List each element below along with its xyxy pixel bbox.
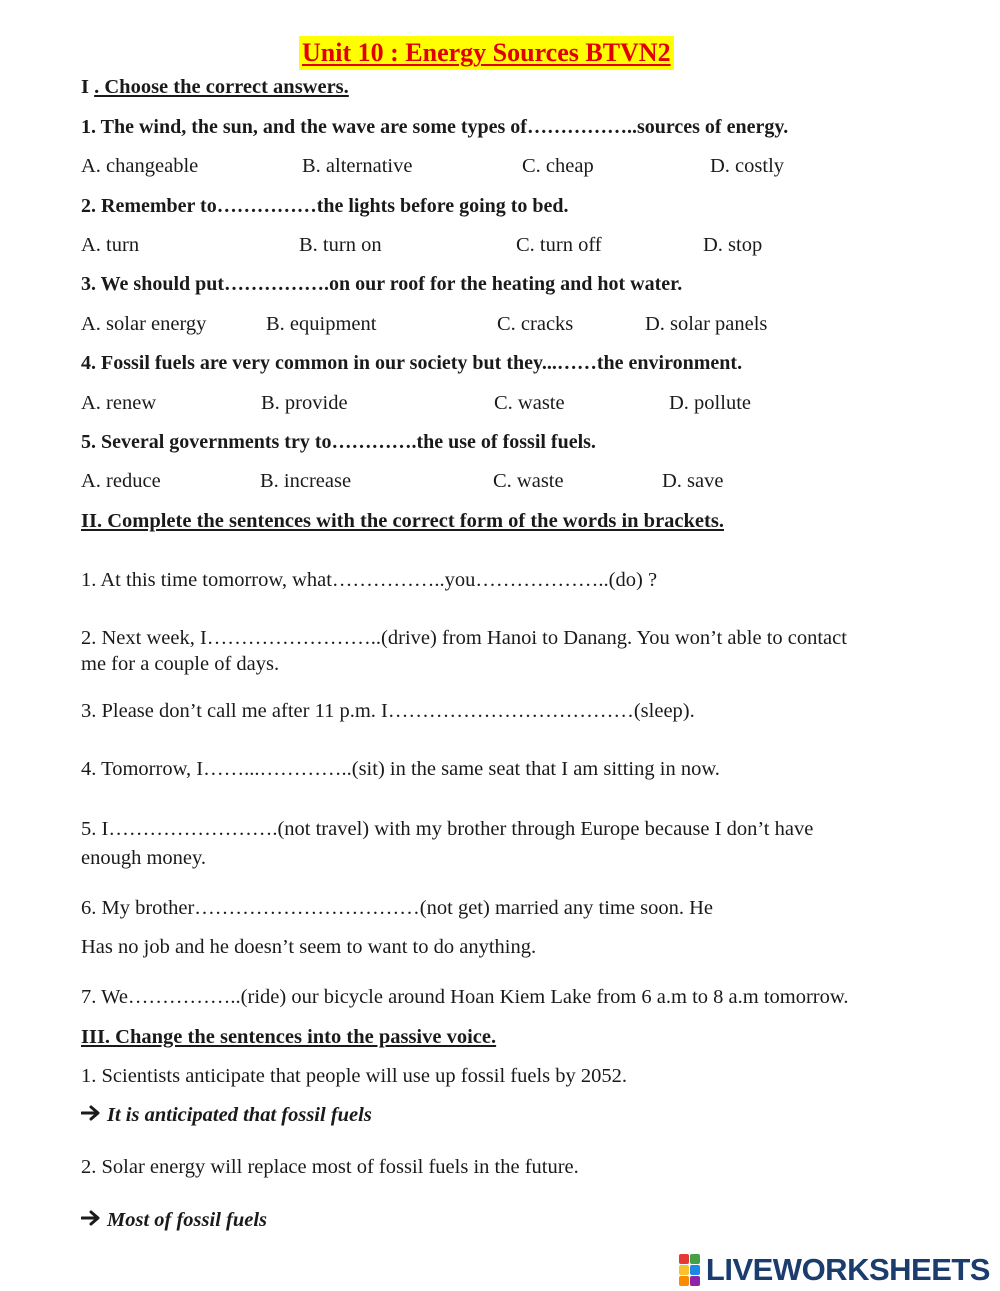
section-3-heading	[81, 1026, 496, 1049]
section-2-title: II. Complete the sentences with the correct form of the words in brackets.	[81, 510, 724, 532]
exercise-2-item-4[interactable]: 4. Tomorrow, I……...…………..(sit) in the same seat that I am sitting in now.	[81, 758, 720, 780]
q1-option-d[interactable]: D. costly	[710, 155, 785, 177]
logo-block	[679, 1254, 689, 1264]
q5-option-d[interactable]: D. save	[662, 470, 724, 492]
q4-option-b[interactable]: B. provide	[261, 392, 348, 414]
logo-block	[690, 1254, 700, 1264]
brand-name: LIVEWORKSHEETS	[705, 1252, 990, 1287]
question-3: 3. We should put…………….on our roof for the heating and hot water.	[81, 273, 683, 295]
right-arrow-icon	[81, 1104, 107, 1127]
section-3-title: III. Change the sentences into the passive voice.	[81, 1026, 497, 1048]
exercise-2-item-7[interactable]: 7. We……………..(ride) our bicycle around Hoan Kiem Lake from 6 a.m to 8 a.m tomorrow.	[81, 986, 849, 1008]
exercise-2-item-5-cont: enough money.	[81, 847, 207, 869]
exercise-3-item-1: 1. Scientists anticipate that people will use up fossil fuels by 2052.	[81, 1065, 628, 1087]
q5-option-c[interactable]: C. waste	[493, 470, 564, 492]
q1-option-b[interactable]: B. alternative	[302, 155, 413, 177]
question-4: 4. Fossil fuels are very common in our society but they...……the environment.	[81, 352, 743, 374]
q1-option-a[interactable]: A. changeable	[81, 155, 199, 177]
exercise-3-answer-1[interactable]	[81, 1104, 372, 1127]
logo-block	[679, 1265, 689, 1275]
section-1-number: I	[81, 76, 89, 98]
q5-option-a[interactable]: A. reduce	[81, 470, 161, 492]
logo-block	[690, 1265, 700, 1275]
q3-option-c[interactable]: C. cracks	[497, 313, 574, 335]
liveworksheets-brand	[679, 1252, 990, 1288]
exercise-2-item-2[interactable]: 2. Next week, I……………………..(drive) from Hanoi to Danang. You won’t able to contact	[81, 627, 847, 649]
section-1-title: . Choose the correct answers.	[94, 76, 349, 98]
q4-option-c[interactable]: C. waste	[494, 392, 565, 414]
exercise-2-item-2-cont: me for a couple of days.	[81, 653, 280, 675]
q3-option-b[interactable]: B. equipment	[266, 313, 377, 335]
answer-1-prompt: It is anticipated that fossil fuels	[107, 1104, 372, 1126]
answer-2-prompt: Most of fossil fuels	[107, 1209, 268, 1231]
liveworksheets-logo-icon	[679, 1254, 700, 1286]
q4-option-d[interactable]: D. pollute	[669, 392, 751, 414]
question-1: 1. The wind, the sun, and the wave are some types of……………..sources of energy.	[81, 116, 789, 138]
question-5: 5. Several governments try to………….the use of fossil fuels.	[81, 431, 596, 453]
exercise-2-item-6[interactable]: 6. My brother……………………………(not get) married any time soon. He	[81, 897, 713, 919]
exercise-2-item-1[interactable]: 1. At this time tomorrow, what……………..you………………..(do) ?	[81, 569, 658, 591]
q3-option-d[interactable]: D. solar panels	[645, 313, 768, 335]
section-1-heading	[81, 76, 349, 99]
exercise-3-item-2: 2. Solar energy will replace most of fossil fuels in the future.	[81, 1156, 579, 1178]
exercise-3-answer-2[interactable]	[81, 1209, 267, 1232]
q2-option-a[interactable]: A. turn	[81, 234, 140, 256]
page-title: Unit 10 : Energy Sources BTVN2	[299, 36, 674, 70]
logo-block	[679, 1276, 689, 1286]
right-arrow-icon	[81, 1209, 107, 1232]
section-2-heading	[81, 510, 724, 533]
q3-option-a[interactable]: A. solar energy	[81, 313, 207, 335]
exercise-2-item-5[interactable]: 5. I…………………….(not travel) with my brother through Europe because I don’t have	[81, 818, 814, 840]
exercise-2-item-3[interactable]: 3. Please don’t call me after 11 p.m. I………………………………(sleep).	[81, 700, 695, 722]
q2-option-b[interactable]: B. turn on	[299, 234, 382, 256]
q2-option-c[interactable]: C. turn off	[516, 234, 602, 256]
logo-block	[690, 1276, 700, 1286]
question-2: 2. Remember to……………the lights before going to bed.	[81, 195, 569, 217]
q2-option-d[interactable]: D. stop	[703, 234, 763, 256]
q1-option-c[interactable]: C. cheap	[522, 155, 594, 177]
exercise-2-item-6-cont: Has no job and he doesn’t seem to want to do anything.	[81, 936, 537, 958]
q5-option-b[interactable]: B. increase	[260, 470, 352, 492]
q4-option-a[interactable]: A. renew	[81, 392, 157, 414]
